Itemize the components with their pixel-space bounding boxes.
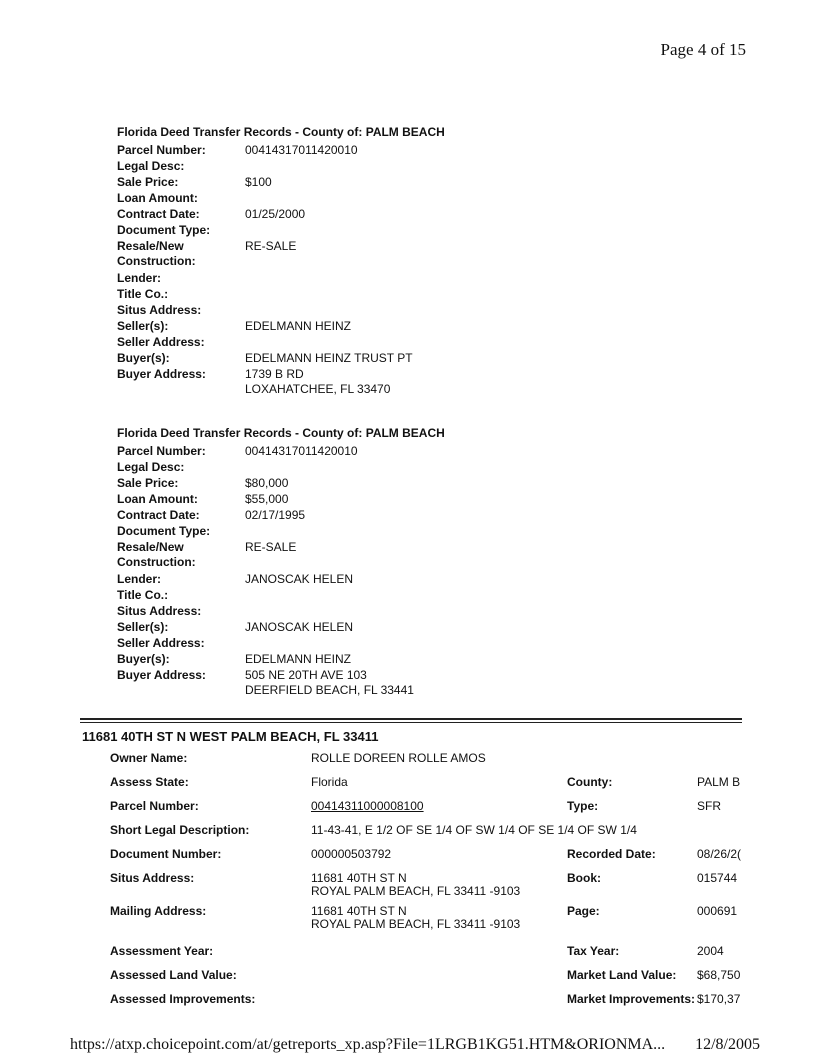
field-label: County: <box>567 775 613 789</box>
field-label: Document Type: <box>117 524 211 538</box>
field-label: Situs Address: <box>117 303 202 317</box>
field-label: Document Type: <box>117 223 211 237</box>
field-label: Buyer Address: <box>117 367 206 381</box>
field-value: EDELMANN HEINZ <box>245 319 352 333</box>
record-row-sale <box>117 476 597 492</box>
field-value: $80,000 <box>245 476 289 490</box>
field-label: Market Improvements: <box>567 992 696 1006</box>
field-value: 00414317011420010 <box>245 143 358 157</box>
record-row-buyer-addr <box>117 367 597 401</box>
field-label: Book: <box>567 871 601 885</box>
footer-url: https://atxp.choicepoint.com/at/getreports_xp.asp?File=1LRGB1KG51.HTM&ORIONMA... <box>70 1036 666 1053</box>
field-value: 00414317011420010 <box>245 444 358 458</box>
field-label: Buyer Address: <box>117 668 206 682</box>
record-row-parcel <box>117 444 597 460</box>
field-label: Resale/New Construction: <box>117 239 196 268</box>
field-label: Seller Address: <box>117 335 205 349</box>
record-title: Florida Deed Transfer Records - County of: PALM BEACH <box>117 125 445 139</box>
record-row-doctype <box>117 223 597 239</box>
record-row-seller <box>117 620 597 636</box>
section-divider <box>80 718 742 723</box>
record-row-loan <box>117 191 597 207</box>
record-row-loan <box>117 492 597 508</box>
record-row-lender <box>117 572 597 588</box>
property-row-land-value <box>110 969 746 993</box>
field-label: Market Land Value: <box>567 968 677 982</box>
parcel-number-link[interactable]: 00414311000008100 <box>311 799 424 813</box>
field-label: Seller(s): <box>117 319 169 333</box>
record-row-situs <box>117 604 597 620</box>
field-label: Lender: <box>117 572 162 586</box>
field-value: EDELMANN HEINZ TRUST PT <box>245 351 413 365</box>
field-label: Assess State: <box>110 775 189 789</box>
deed-record-1 <box>117 125 597 401</box>
print-footer <box>70 1036 760 1054</box>
property-row-improvements <box>110 993 746 1017</box>
property-row-short-legal <box>110 824 746 848</box>
record-row-title-co <box>117 287 597 303</box>
field-label: Title Co.: <box>117 287 169 301</box>
property-row-assessment-year <box>110 945 746 969</box>
record-row-seller <box>117 319 597 335</box>
field-label: Situs Address: <box>110 871 195 885</box>
field-label: Lender: <box>117 271 162 285</box>
record-row-situs <box>117 303 597 319</box>
field-value: 505 NE 20TH AVE 103 DEERFIELD BEACH, FL 33441 <box>245 668 414 697</box>
field-label: Assessment Year: <box>110 944 214 958</box>
deed-record-2 <box>117 426 597 702</box>
field-label: Buyer(s): <box>117 652 170 666</box>
property-heading: 11681 40TH ST N WEST PALM BEACH, FL 33411 <box>82 729 379 744</box>
field-label: Loan Amount: <box>117 191 198 205</box>
property-row-owner <box>110 752 746 776</box>
field-value: 02/17/1995 <box>245 508 306 522</box>
field-label: Buyer(s): <box>117 351 170 365</box>
property-row-document-number <box>110 848 746 872</box>
field-value: SFR <box>697 799 721 813</box>
field-value: EDELMANN HEINZ <box>245 652 352 666</box>
field-value: 000000503792 <box>311 847 392 861</box>
field-value: PALM B <box>697 775 741 789</box>
record-row-legal <box>117 460 597 476</box>
record-row-doctype <box>117 524 597 540</box>
field-label: Tax Year: <box>567 944 620 958</box>
record-row-resale <box>117 540 597 572</box>
field-value: JANOSCAK HELEN <box>245 572 354 586</box>
field-label: Mailing Address: <box>110 904 207 918</box>
field-value: 11-43-41, E 1/2 OF SE 1/4 OF SW 1/4 OF SE 1/4 OF SW 1/4 <box>311 823 637 837</box>
record-row-seller-addr <box>117 636 597 652</box>
record-row-contract <box>117 207 597 223</box>
field-value: 000691 <box>697 904 738 918</box>
field-label: Document Number: <box>110 847 222 861</box>
field-value: 08/26/2( <box>697 847 742 861</box>
field-label: Contract Date: <box>117 207 200 221</box>
field-label: Legal Desc: <box>117 159 185 173</box>
field-label: Resale/New Construction: <box>117 540 196 569</box>
field-label: Sale Price: <box>117 175 179 189</box>
record-row-seller-addr <box>117 335 597 351</box>
record-row-buyer-addr <box>117 668 597 702</box>
record-row-lender <box>117 271 597 287</box>
field-label: Owner Name: <box>110 751 188 765</box>
footer-date: 12/8/2005 <box>695 1036 760 1053</box>
field-label: Page: <box>567 904 600 918</box>
field-label: Seller Address: <box>117 636 205 650</box>
property-row-assess-state <box>110 776 746 800</box>
field-label: Sale Price: <box>117 476 179 490</box>
field-value: $100 <box>245 175 272 189</box>
field-value: JANOSCAK HELEN <box>245 620 354 634</box>
property-row-situs-address <box>110 872 746 905</box>
field-value: ROLLE DOREEN ROLLE AMOS <box>311 751 486 765</box>
field-label: Parcel Number: <box>110 799 199 813</box>
field-value: RE-SALE <box>245 540 297 554</box>
field-value: $68,750 <box>697 968 741 982</box>
field-label: Short Legal Description: <box>110 823 250 837</box>
field-label: Loan Amount: <box>117 492 198 506</box>
field-label: Assessed Improvements: <box>110 992 256 1006</box>
record-row-contract <box>117 508 597 524</box>
property-row-mailing-address <box>110 905 746 945</box>
field-value: RE-SALE <box>245 239 297 253</box>
field-value: 01/25/2000 <box>245 207 306 221</box>
record-row-buyer <box>117 351 597 367</box>
field-label: Parcel Number: <box>117 143 206 157</box>
record-row-resale <box>117 239 597 271</box>
field-value: $55,000 <box>245 492 289 506</box>
field-label: Seller(s): <box>117 620 169 634</box>
record-title: Florida Deed Transfer Records - County of: PALM BEACH <box>117 426 445 440</box>
field-label: Contract Date: <box>117 508 200 522</box>
field-label: Parcel Number: <box>117 444 206 458</box>
field-value: 1739 B RD LOXAHATCHEE, FL 33470 <box>245 367 391 396</box>
field-value: 11681 40TH ST N ROYAL PALM BEACH, FL 33411 -9103 <box>311 871 521 898</box>
record-row-legal <box>117 159 597 175</box>
record-row-buyer <box>117 652 597 668</box>
field-label: Legal Desc: <box>117 460 185 474</box>
property-details <box>110 752 746 1017</box>
page-number: Page 4 of 15 <box>660 40 746 59</box>
field-label: Type: <box>567 799 599 813</box>
record-row-title-co <box>117 588 597 604</box>
record-row-sale <box>117 175 597 191</box>
field-value: 11681 40TH ST N ROYAL PALM BEACH, FL 33411 -9103 <box>311 904 521 931</box>
field-label: Assessed Land Value: <box>110 968 237 982</box>
record-row-parcel <box>117 143 597 159</box>
field-label: Title Co.: <box>117 588 169 602</box>
field-value: 015744 <box>697 871 738 885</box>
field-value: Florida <box>311 775 348 789</box>
field-label: Recorded Date: <box>567 847 656 861</box>
field-value: $170,37 <box>697 992 741 1006</box>
field-value: 2004 <box>697 944 724 958</box>
property-row-parcel <box>110 800 746 824</box>
field-label: Situs Address: <box>117 604 202 618</box>
